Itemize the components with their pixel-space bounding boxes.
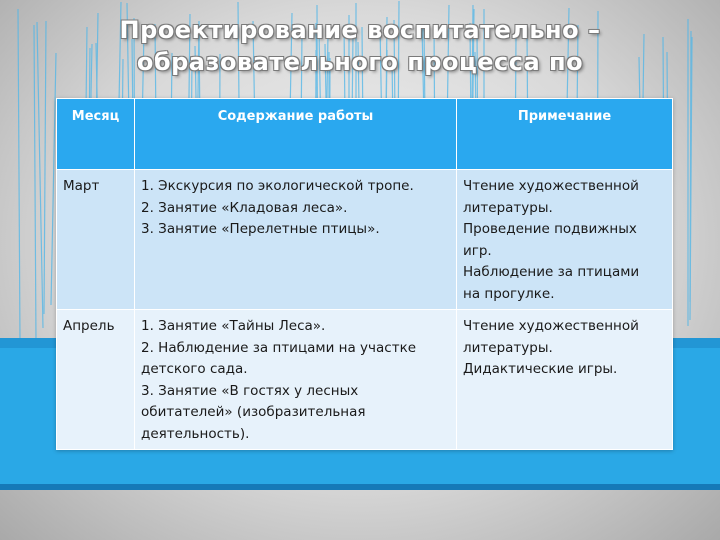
notes-line: Дидактические игры.	[463, 361, 618, 377]
slide-title	[40, 14, 680, 78]
content-line: 2. Наблюдение за птицами на участке	[141, 339, 417, 356]
notes-line: литературы.	[463, 339, 553, 356]
cell-content	[135, 170, 457, 310]
header-month: Месяц	[57, 99, 135, 170]
stripe-line	[18, 9, 20, 342]
cell-month: Март	[57, 170, 135, 310]
header-notes: Примечание	[457, 99, 673, 170]
blue-band-edge	[0, 484, 720, 490]
header-content: Содержание работы	[135, 99, 457, 170]
notes-line: Проведение подвижных	[463, 221, 637, 237]
slide-title-line-2: образовательного процесса по	[136, 48, 584, 76]
cell-notes	[457, 310, 673, 450]
cell-content	[135, 310, 457, 450]
content-line: детского сада.	[141, 361, 248, 377]
content-line: 2. Занятие «Кладовая леса».	[141, 199, 348, 216]
content-line: 1. Экскурсия по экологической тропе.	[141, 178, 414, 194]
notes-line: Чтение художественной	[463, 178, 639, 194]
notes-line: литературы.	[463, 199, 553, 216]
notes-line: Чтение художественной	[463, 318, 639, 334]
cell-notes	[457, 170, 673, 310]
table-row-april	[57, 310, 673, 450]
content-line: деятельность).	[141, 425, 250, 442]
notes-line: игр.	[463, 242, 492, 259]
notes-line: Наблюдение за птицами	[463, 264, 640, 280]
content-line: обитателей» (изобразительная	[141, 404, 366, 420]
notes-line: на прогулке.	[463, 285, 555, 302]
stripe-line	[34, 25, 36, 341]
table-header-row	[57, 99, 673, 170]
slide-title-line-1: Проектирование воспитательно –	[119, 16, 601, 44]
content-line: 3. Занятие «Перелетные птицы».	[141, 221, 380, 237]
content-line: 1. Занятие «Тайны Леса».	[141, 318, 326, 334]
table-row-march	[57, 170, 673, 310]
content-line: 3. Занятие «В гостях у лесных	[141, 382, 359, 399]
schedule-table	[56, 98, 673, 450]
cell-month: Апрель	[57, 310, 135, 450]
